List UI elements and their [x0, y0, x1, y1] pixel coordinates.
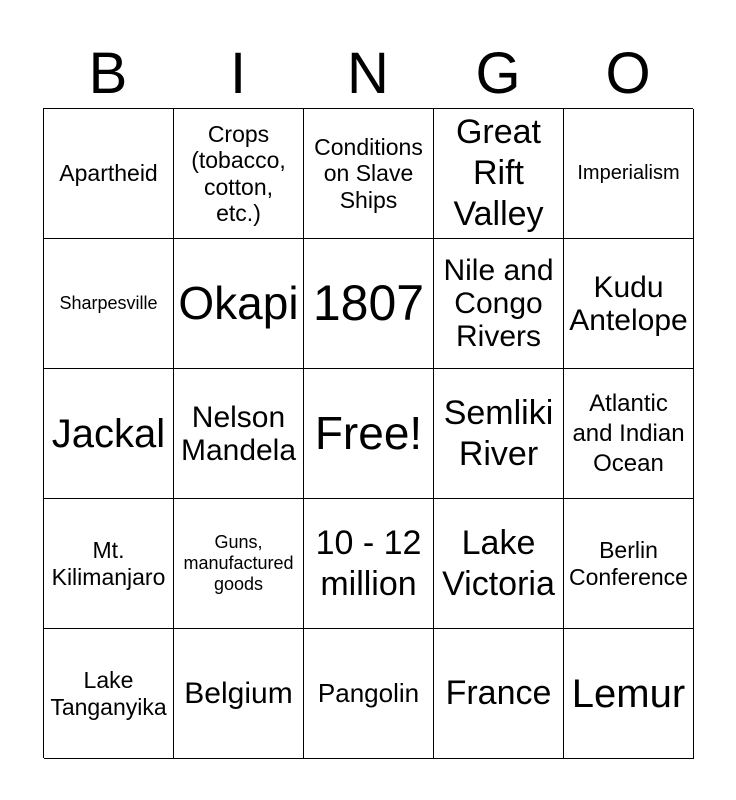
bingo-cell-r4c3: 10 - 12 million	[304, 499, 434, 629]
header-letter-n: N	[347, 41, 389, 106]
bingo-cell-r5c2: Belgium	[174, 629, 304, 759]
bingo-cell-r2c1: Sharpesville	[44, 239, 174, 369]
header-letter-g: G	[475, 41, 521, 106]
bingo-cell-r3c3: Free!	[304, 369, 434, 499]
bingo-cell-r2c4: Nile and Congo Rivers	[434, 239, 564, 369]
bingo-header	[43, 40, 693, 108]
bingo-cell-r1c2: Crops (tobacco, cotton, etc.)	[174, 109, 304, 239]
header-letter-o: O	[605, 41, 651, 106]
bingo-cell-r1c3: Conditions on Slave Ships	[304, 109, 434, 239]
header-letter-i: I	[229, 41, 247, 106]
bingo-cell-r2c3: 1807	[304, 239, 434, 369]
bingo-cell-r3c4: Semliki River	[434, 369, 564, 499]
bingo-cell-r1c4: Great Rift Valley	[434, 109, 564, 239]
bingo-cell-r4c1: Mt. Kilimanjaro	[44, 499, 174, 629]
bingo-cell-r1c1: Apartheid	[44, 109, 174, 239]
bingo-cell-r4c2: Guns, manufactured goods	[174, 499, 304, 629]
bingo-cell-r5c1: Lake Tanganyika	[44, 629, 174, 759]
bingo-cell-r3c2: Nelson Mandela	[174, 369, 304, 499]
bingo-cell-r2c2: Okapi	[174, 239, 304, 369]
bingo-cell-r5c5: Lemur	[564, 629, 694, 759]
header-letter-b: B	[88, 41, 128, 106]
bingo-cell-r2c5: Kudu Antelope	[564, 239, 694, 369]
bingo-cell-r3c5: Atlantic and Indian Ocean	[564, 369, 694, 499]
bingo-cell-r5c4: France	[434, 629, 564, 759]
bingo-cell-r5c3: Pangolin	[304, 629, 434, 759]
bingo-cell-r4c4: Lake Victoria	[434, 499, 564, 629]
bingo-board	[43, 108, 693, 758]
bingo-cell-r4c5: Berlin Conference	[564, 499, 694, 629]
bingo-cell-r1c5: Imperialism	[564, 109, 694, 239]
bingo-cell-r3c1: Jackal	[44, 369, 174, 499]
